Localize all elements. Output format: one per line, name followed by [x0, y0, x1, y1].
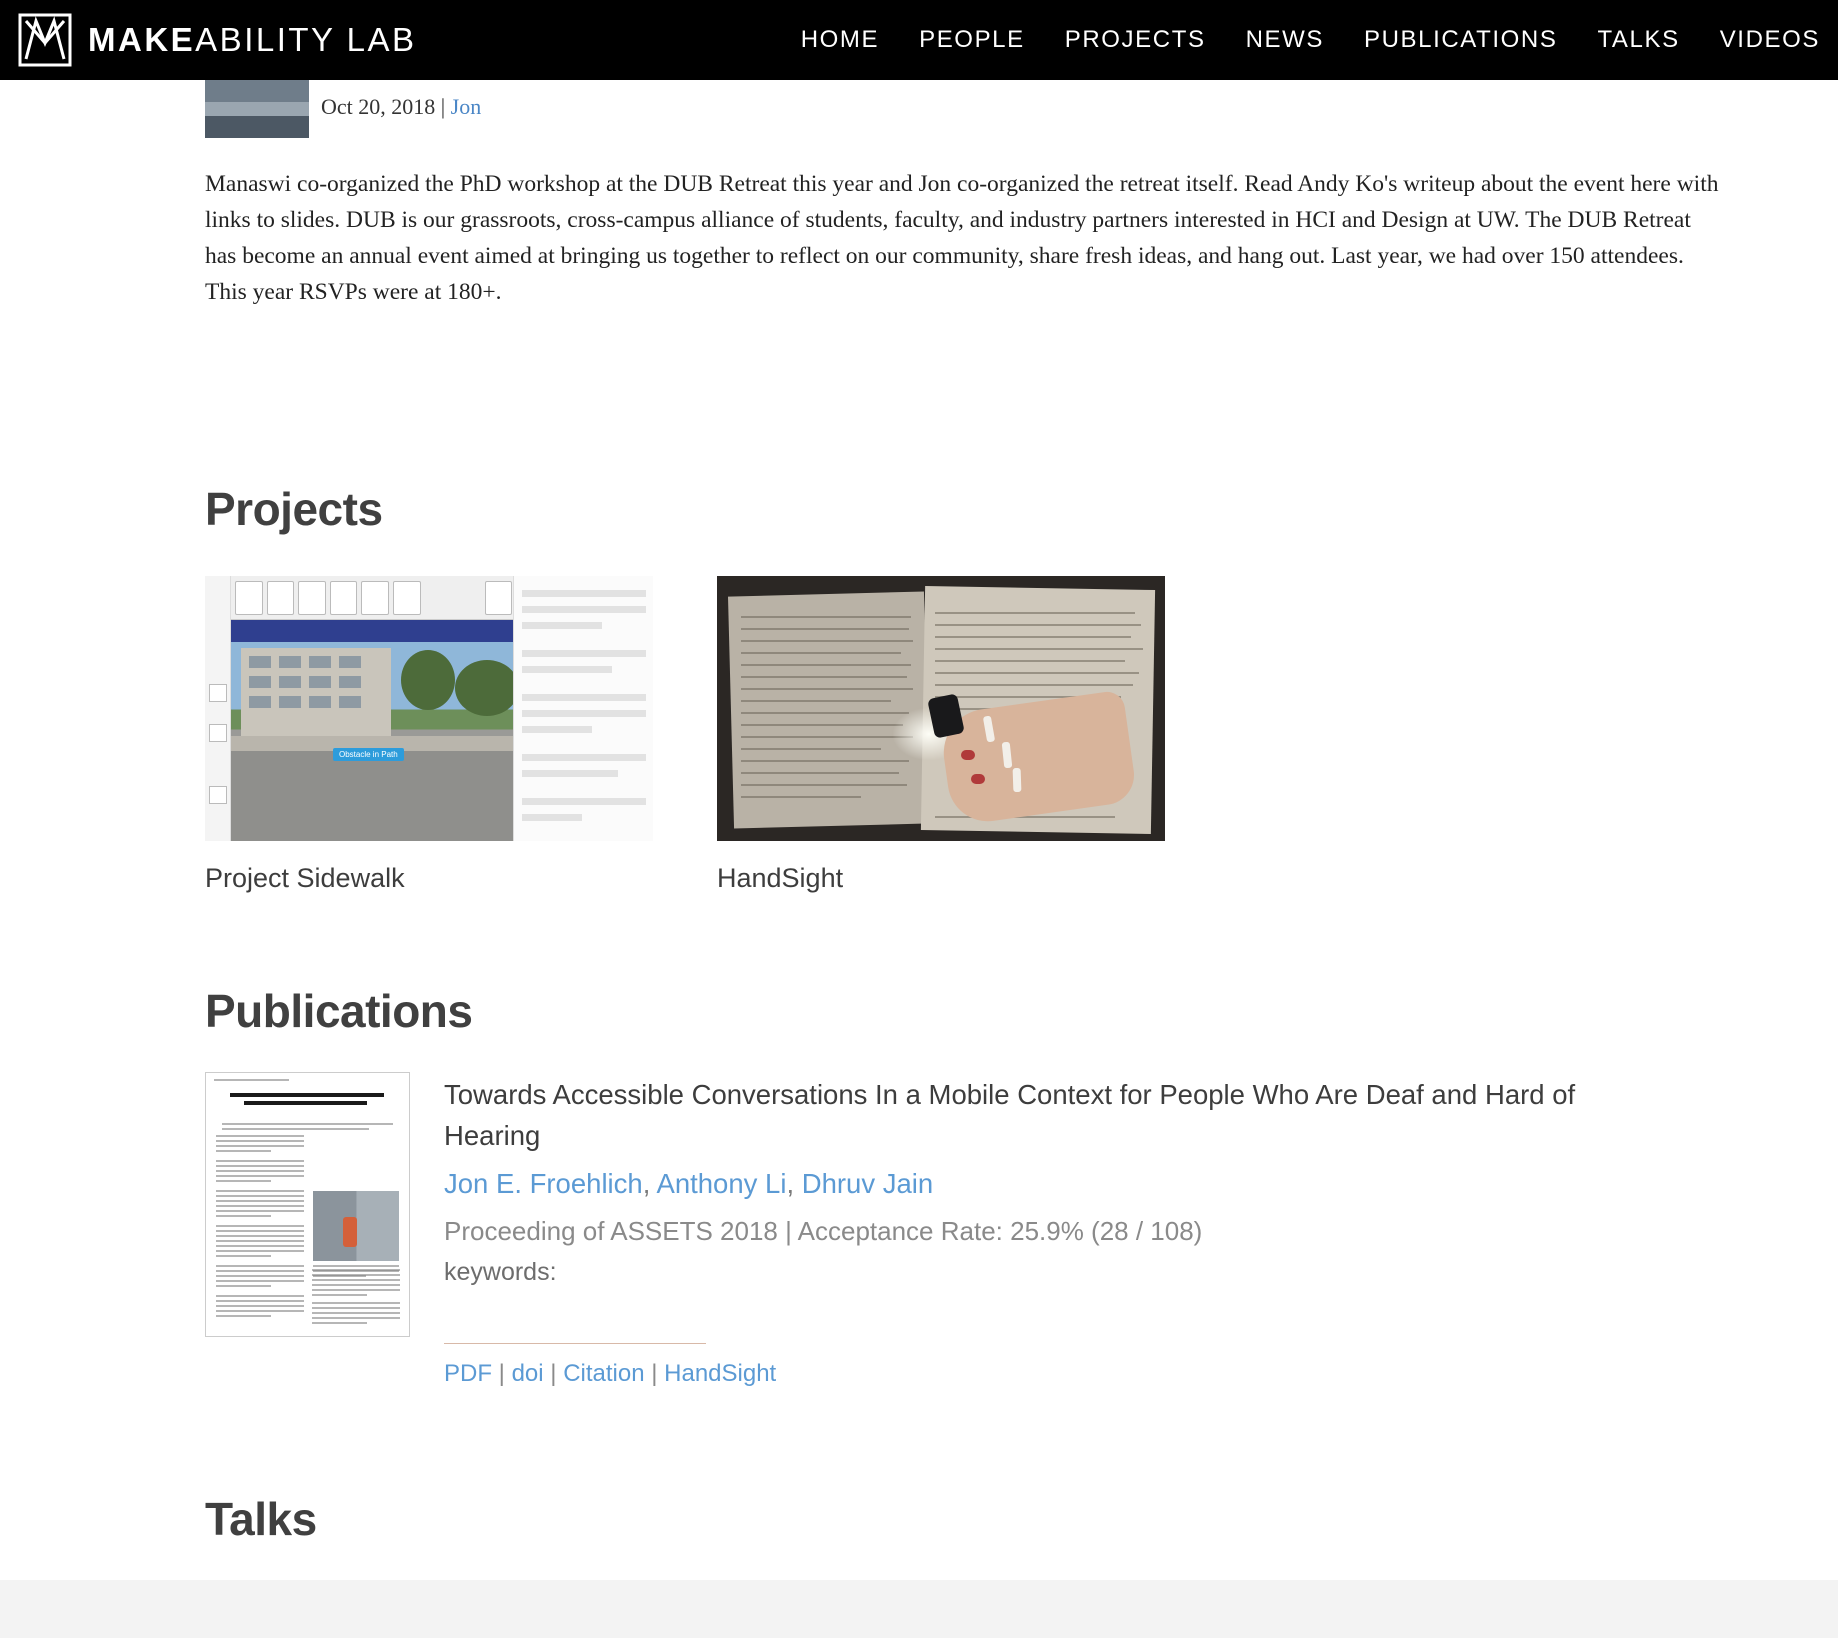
projects-grid: [205, 576, 1765, 894]
author-link-3[interactable]: Dhruv Jain: [801, 1168, 934, 1199]
nav-people[interactable]: PEOPLE: [919, 26, 1025, 53]
publication-link-citation[interactable]: Citation: [563, 1360, 645, 1387]
brand-logo-link[interactable]: [18, 13, 417, 67]
news-thumbnail[interactable]: [205, 80, 309, 138]
news-item: [205, 80, 1765, 310]
top-navbar: [0, 0, 1838, 80]
author-sep-1: ,: [642, 1168, 657, 1199]
publication-thumbnail[interactable]: [205, 1072, 410, 1337]
news-body: Manaswi co-organized the PhD workshop at the DUB Retreat this year and Jon co-organized the retreat itself. Read Andy Ko's writeup about the event here with links to slides. DUB is our grassroots, cross-campus alliance of students, faculty, and industry partners interested in HCI and Design at UW. The DUB Retreat has become an annual event aimed at bringing us together to reflect on our community, share fresh ideas, and hang out. Last year, we had over 150 attendees. This year RSVPs were at 180+.: [205, 171, 1719, 305]
sidewalk-left-rail: [205, 576, 231, 841]
brand-ability: ABILITY LAB: [195, 21, 417, 58]
page-bottom-band: [0, 1580, 1838, 1638]
makeability-logo-icon: [18, 13, 72, 67]
publication-links: [444, 1360, 1765, 1388]
link-sep-1: |: [492, 1360, 512, 1387]
publication-venue: Proceeding of ASSETS 2018 | Acceptance Rate: 25.9% (28 / 108): [444, 1216, 1203, 1246]
nav-links: [801, 26, 1826, 54]
project-card-sidewalk[interactable]: [205, 576, 653, 894]
author-link-1[interactable]: Jon E. Froehlich: [444, 1168, 643, 1199]
project-sidewalk-thumbnail[interactable]: [205, 576, 653, 841]
brand-make: MAKE: [88, 21, 196, 58]
sidewalk-side-panel: [513, 576, 653, 841]
publication-authors: [444, 1162, 1765, 1206]
nav-home[interactable]: HOME: [800, 26, 880, 53]
nav-projects[interactable]: PROJECTS: [1064, 26, 1206, 53]
publication-link-doi[interactable]: doi: [511, 1360, 544, 1387]
publication-item: [205, 1072, 1765, 1388]
publication-info: [444, 1072, 1765, 1388]
nav-publications[interactable]: PUBLICATIONS: [1363, 26, 1558, 53]
project-title-handsight[interactable]: HandSight: [717, 863, 844, 893]
projects-section: [205, 482, 1765, 894]
publication-title[interactable]: Towards Accessible Conversations In a Mobile Context for People Who Are Deaf and Hard of Hearing: [444, 1079, 1576, 1151]
talks-section: [205, 1492, 1765, 1546]
project-title-sidewalk[interactable]: Project Sidewalk: [205, 863, 405, 893]
news-date: Oct 20, 2018 |: [321, 94, 451, 119]
handsight-thumbnail[interactable]: [717, 576, 1165, 841]
link-sep-3: |: [644, 1360, 665, 1387]
publication-link-pdf[interactable]: PDF: [444, 1360, 492, 1387]
talks-heading: Talks: [205, 1493, 317, 1545]
projects-heading: Projects: [205, 483, 383, 535]
nav-videos[interactable]: VIDEOS: [1719, 26, 1820, 53]
author-link-2[interactable]: Anthony Li: [656, 1168, 787, 1199]
nav-talks[interactable]: TALKS: [1597, 26, 1680, 53]
publications-section: [205, 984, 1765, 1388]
paper-figure: [313, 1191, 399, 1261]
publication-keywords: keywords:: [444, 1258, 557, 1286]
brand-title: [88, 21, 417, 59]
publications-heading: Publications: [205, 985, 473, 1037]
page-content: [0, 80, 1838, 1638]
nav-news[interactable]: NEWS: [1245, 26, 1324, 53]
sidewalk-annotation-label: Obstacle in Path: [333, 748, 404, 761]
link-sep-2: |: [543, 1360, 564, 1387]
publication-link-handsight[interactable]: HandSight: [664, 1360, 777, 1387]
news-author-link[interactable]: Jon: [450, 94, 482, 119]
author-sep-2: ,: [786, 1168, 802, 1199]
news-meta: [321, 90, 1765, 120]
project-card-handsight[interactable]: [717, 576, 1165, 894]
publication-divider: [444, 1343, 706, 1344]
